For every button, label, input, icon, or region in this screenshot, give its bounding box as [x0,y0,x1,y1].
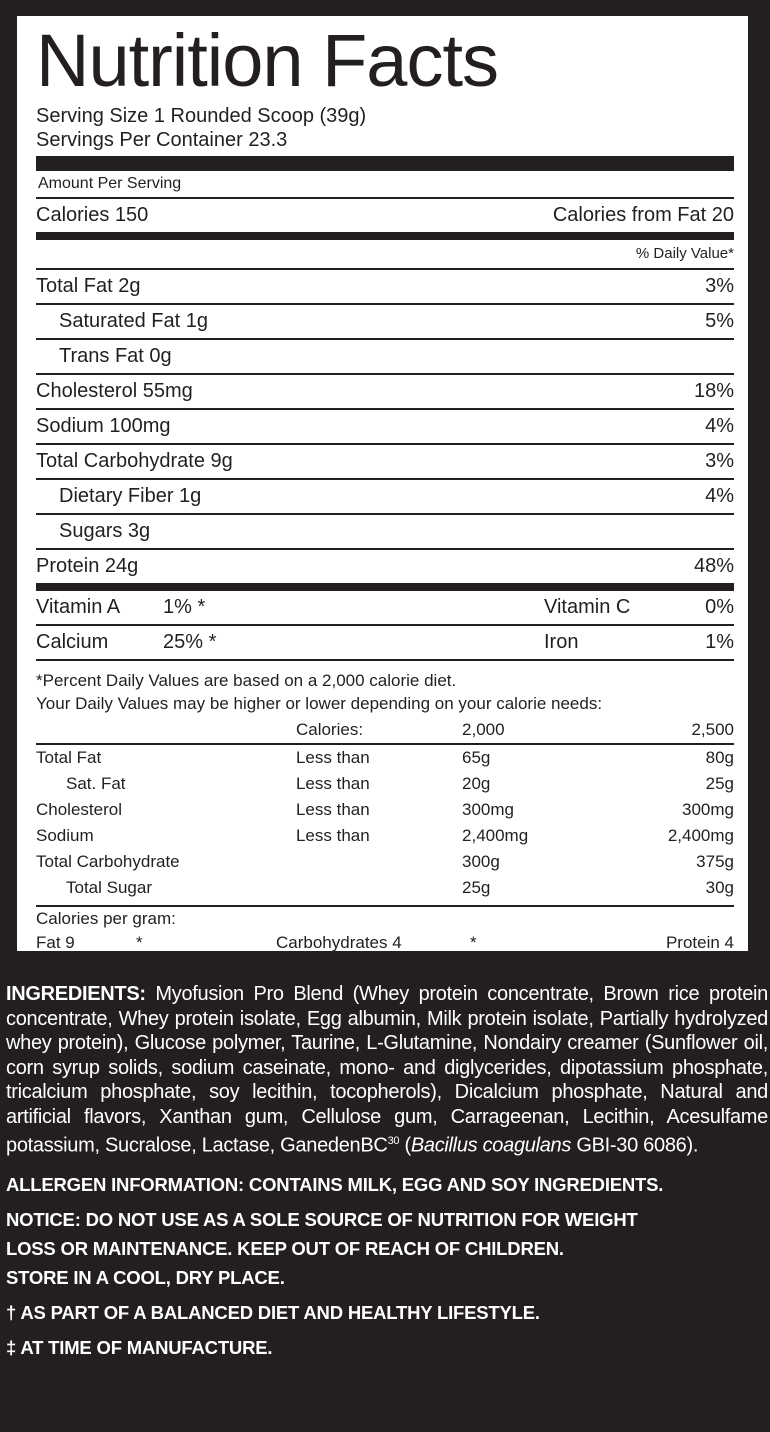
calories-per-gram-heading: Calories per gram: [36,909,176,928]
daily-value-table [36,717,734,901]
calories-per-gram-values [36,931,734,955]
nutrient-row-total-carbohydrate [36,443,734,478]
nutrient-row-trans-fat [36,338,734,373]
protein-per-gram: Protein 4 [665,933,734,952]
nutrient-row-total-fat [36,268,734,303]
nutrient-row-sodium [36,408,734,443]
fat-per-gram: Fat 9 [36,933,75,952]
product-info [6,982,768,1362]
separator-star: * [136,933,143,952]
vitamin-value: 1% [705,631,734,653]
carbs-per-gram: Carbohydrates 4 [276,933,402,952]
servings-per-container: Servings Per Container 23.3 [36,129,288,151]
bacillus-name: Bacillus coagulans [410,1134,572,1157]
vitamin-value: 25% * [163,631,217,653]
calories: Calories 150 [36,204,149,226]
nutrient-dv: 3% [705,450,734,472]
nutrient-dv: 5% [705,310,734,332]
footnote-percent: *Percent Daily Values are based on a 2,000 calorie diet. [36,671,457,690]
calories-per-gram [36,905,734,955]
table-header-row: Calories: 2,000 2,500 [36,717,734,744]
ganeden-superscript: 30 [387,1135,400,1147]
serving-size: Serving Size 1 Rounded Scoop (39g) [36,105,367,127]
vitamin-name: Vitamin A [36,596,121,618]
nutrient-row-cholesterol [36,373,734,408]
nutrient-dv: 18% [693,380,734,402]
vitamin-value: 1% * [163,596,206,618]
ingredients-text: INGREDIENTS: Myofusion Pro Blend (Whey protein concentrate, Brown rice protein concentrate, Whey protein isolate, Egg albumin, Milk protein isolate, Partially hydrolyzed whey protein), Glucose polymer, Taurine, L-Glutamine, Nondairy creamer (Sunflower oil, corn syrup solids, sodium caseinate, mono- and diglycerides, dipotassium phosphate, tricalcium phosphate, soy lecithin, tocopherols), Dicalcium phosphate, Natural and artificial flavors, Xanthan gum, Cellulose gum, Carrageenan, Lecithin, Acesulfame potassium, Sucralose, Lactase, GanedenBC$^{30}$ (Bacillus coagulans GBI-30 6086). [6,983,768,1157]
label-content [36,16,734,955]
nutrient-row-protein [36,548,734,583]
nutrient-dv: 4% [705,485,734,507]
nutrition-facts-label [14,13,751,954]
vitamin-name: Calcium [36,631,109,653]
nutrient-label: Saturated Fat 1g [59,310,208,332]
table-row: Total Fat Less than 65g 80g [36,748,734,767]
thick-divider [36,156,734,171]
notice-line-1: NOTICE: DO NOT USE AS A SOLE SOURCE OF NUTRITION FOR WEIGHT [6,1209,638,1231]
nutrient-dv: 3% [705,275,734,297]
double-dagger-footnote: ‡ AT TIME OF MANUFACTURE. [6,1337,273,1359]
nutrient-label: Sodium 100mg [36,415,171,437]
daily-value-header: % Daily Value* [635,245,734,262]
table-row: Cholesterol Less than 300mg 300mg [36,800,734,819]
allergen-information: ALLERGEN INFORMATION: CONTAINS MILK, EGG AND SOY INGREDIENTS. [6,1174,664,1196]
notice-line-2: LOSS OR MAINTENANCE. KEEP OUT OF REACH OF CHILDREN. [6,1238,564,1260]
nutrient-row-dietary-fiber [36,478,734,513]
nutrient-label: Sugars 3g [59,520,151,542]
nutrient-label: Trans Fat 0g [59,345,172,367]
separator-star: * [470,933,477,952]
label-title: Nutrition Facts [36,19,499,102]
amount-per-serving: Amount Per Serving [38,175,182,192]
medium-divider [36,583,734,591]
nutrient-label: Total Carbohydrate 9g [36,450,233,472]
nutrient-dv: 4% [705,415,734,437]
nutrient-label: Protein 24g [36,555,139,577]
nutrient-row-sugars [36,513,734,548]
nutrient-label: Dietary Fiber 1g [59,485,202,507]
dagger-footnote: † AS PART OF A BALANCED DIET AND HEALTHY LIFESTYLE. [6,1302,540,1324]
table-row: Sat. Fat Less than 20g 25g [66,774,734,793]
ingredients-label: INGREDIENTS: [6,983,146,1005]
vitamin-name: Iron [544,631,579,653]
calories-from-fat: Calories from Fat 20 [552,204,734,226]
vitamin-name: Vitamin C [544,596,631,618]
table-row: Sodium Less than 2,400mg 2,400mg [36,826,734,845]
table-row: Total Sugar 25g 30g [66,878,734,897]
vitamin-value: 0% [705,596,734,618]
nutrient-row-saturated-fat [36,303,734,338]
vitamin-row [36,624,734,659]
medium-divider [36,232,734,240]
calories-row [36,197,734,232]
storage-notice: STORE IN A COOL, DRY PLACE. [6,1267,285,1289]
nutrient-label: Total Fat 2g [36,275,141,297]
nutrient-label: Cholesterol 55mg [36,380,193,402]
table-row: Total Carbohydrate 300g 375g [36,852,734,871]
vitamin-row [36,591,734,624]
footnote-daily-values: Your Daily Values may be higher or lower depending on your calorie needs: [36,694,603,713]
nutrient-dv: 48% [693,555,734,577]
